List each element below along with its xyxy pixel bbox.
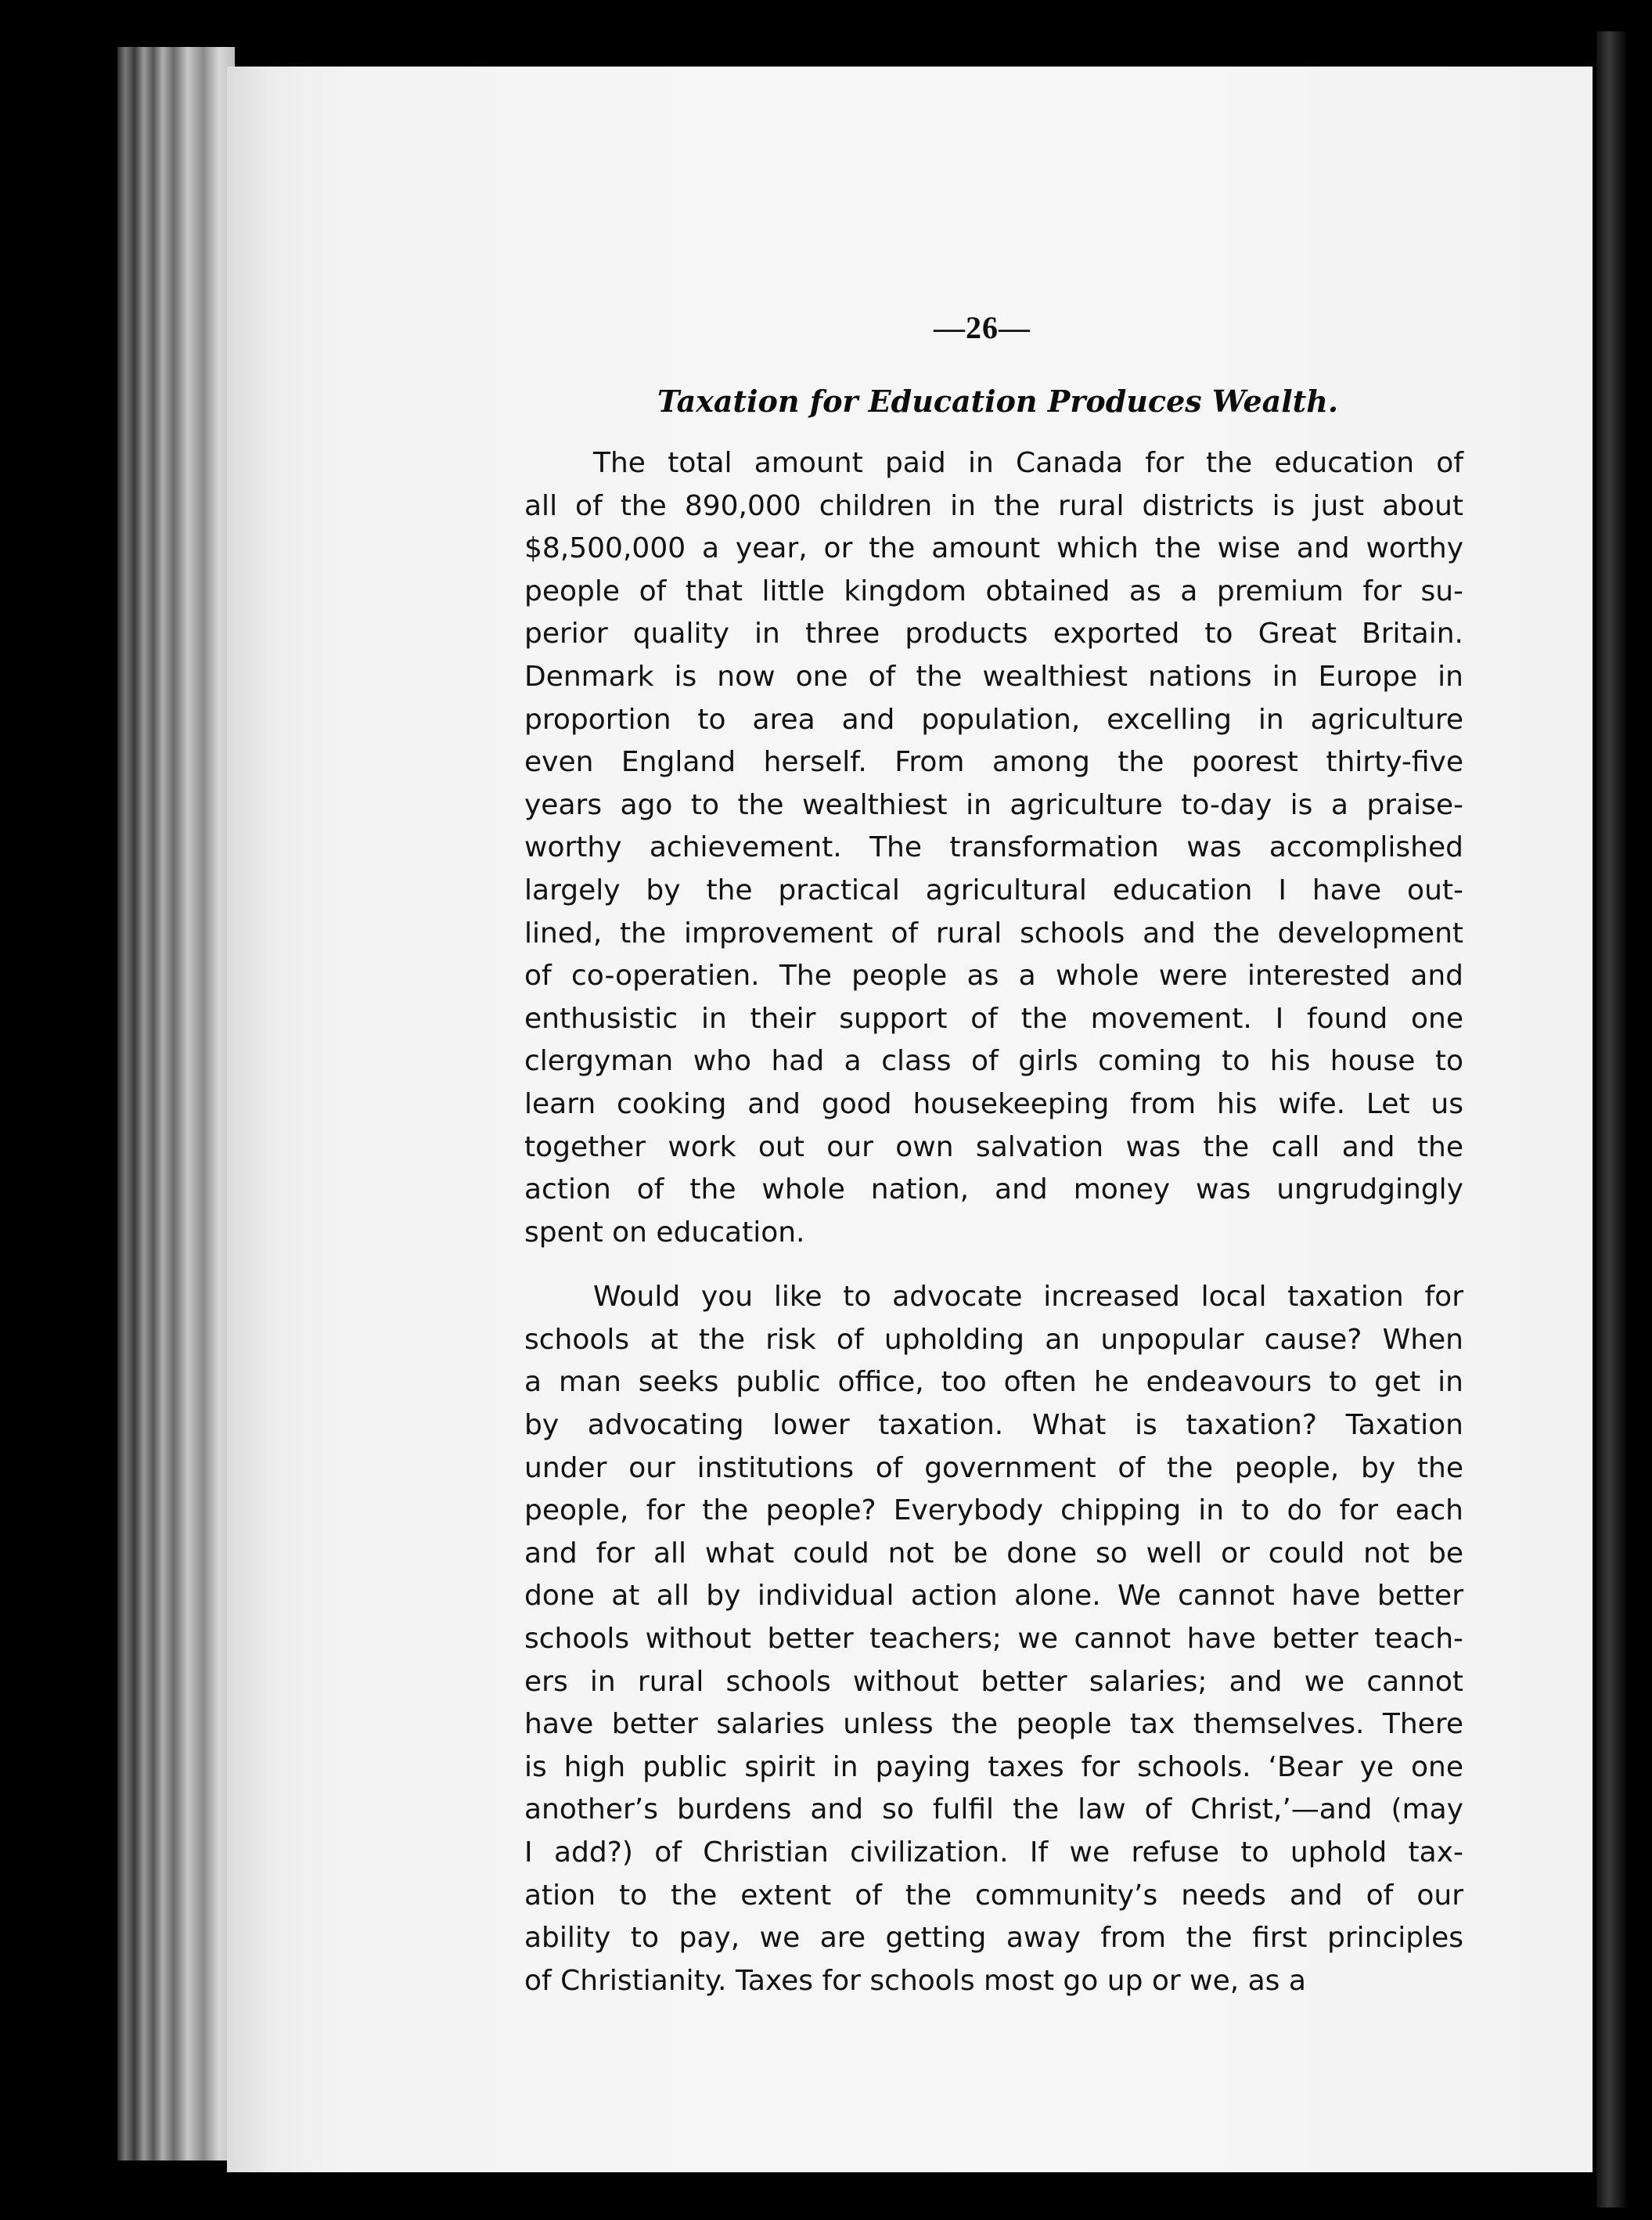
book-page-edges (117, 47, 235, 2161)
right-gutter (1596, 31, 1628, 2207)
text-line: is high public spirit in paying taxes for schools. ‘Bear ye one (524, 1750, 1463, 1783)
text-line: under our institutions of government of the people, by the (524, 1451, 1463, 1484)
text-line: another’s burdens and so fulfil the law of Christ,’—and (may (524, 1793, 1463, 1826)
page-number: —26— (934, 310, 1031, 345)
text-line: together work out our own salvation was the call and the (524, 1130, 1463, 1163)
text-line: learn cooking and good housekeeping from his wife. Let us (524, 1087, 1463, 1120)
text-line: clergyman who had a class of girls coming to his house to (524, 1045, 1463, 1078)
text-line: schools without better teachers; we cannot have better teach- (524, 1623, 1463, 1656)
text-line: enthusistic in their support of the movement. I found one (524, 1002, 1463, 1035)
text-line: action of the whole nation, and money was ungrudgingly (524, 1173, 1463, 1206)
text-line: ation to the extent of the community’s needs and of our (524, 1879, 1463, 1912)
section-heading: Taxation for Education Produces Wealth. (657, 384, 1339, 419)
text-line: people, for the people? Everybody chipping in to do for each (524, 1494, 1463, 1527)
text-line: even England herself. From among the poorest thirty-five (524, 746, 1463, 779)
text-line: years ago to the wealthiest in agriculture to-day is a praise- (524, 788, 1463, 821)
text-line: of co-operatien. The people as a whole were interested and (524, 960, 1463, 993)
text-line: Denmark is now one of the wealthiest nations in Europe in (524, 660, 1463, 693)
text-line: schools at the risk of upholding an unpopular cause? When (524, 1323, 1463, 1356)
text-line: done at all by individual action alone. We cannot have better (524, 1580, 1463, 1613)
text-line: of Christianity. Taxes for schools most go up or we, as a (524, 1964, 1306, 1997)
text-line: largely by the practical agricultural education I have out- (524, 874, 1463, 906)
text-line: I add?) of Christian civilization. If we refuse to uphold tax- (524, 1836, 1463, 1869)
text-line: and for all what could not be done so well or could not be (524, 1537, 1463, 1569)
text-line: lined, the improvement of rural schools and the development (524, 917, 1463, 950)
text-line: a man seeks public office, too often he endeavours to get in (524, 1366, 1463, 1399)
body-text (524, 442, 1463, 2002)
text-line: perior quality in three products exported to Great Britain. (524, 618, 1463, 651)
paragraph (524, 1276, 1463, 2002)
text-line: Would you like to advocate increased local taxation for (593, 1281, 1463, 1314)
text-line: ability to pay, we are getting away from the first principles (524, 1922, 1463, 1955)
paragraph (524, 442, 1463, 1254)
text-line: The total amount paid in Canada for the education of (593, 447, 1463, 479)
text-line: all of the 890,000 children in the rural districts is just about (524, 489, 1463, 522)
text-line: ers in rural schools without better salaries; and we cannot (524, 1665, 1463, 1698)
text-line: proportion to area and population, excelling in agriculture (524, 703, 1463, 736)
text-line: spent on education. (524, 1216, 805, 1249)
text-line: people of that little kingdom obtained as a premium for su- (524, 575, 1463, 607)
text-line: $8,500,000 a year, or the amount which the wise and worthy (524, 532, 1463, 565)
text-line: have better salaries unless the people tax themselves. There (524, 1708, 1463, 1741)
text-line: worthy achievement. The transformation was accomplished (524, 831, 1463, 864)
text-line: by advocating lower taxation. What is taxation? Taxation (524, 1409, 1463, 1442)
